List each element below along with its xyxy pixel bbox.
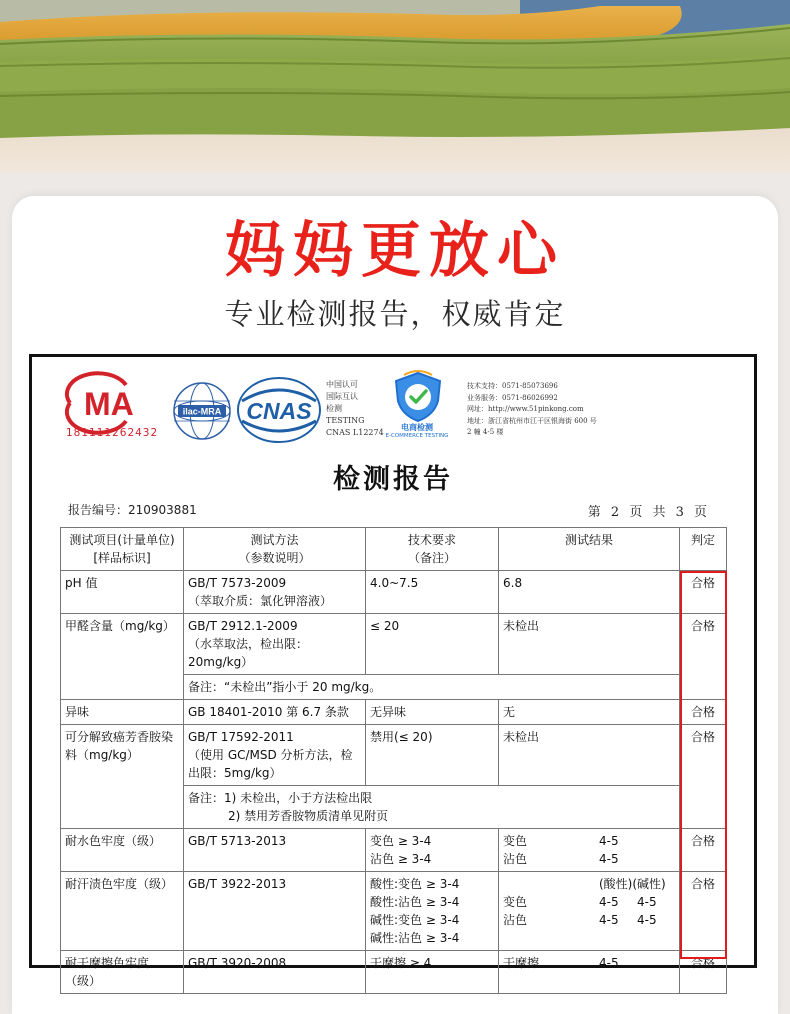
result-label: 变色 xyxy=(503,895,528,909)
header-text: （备注） xyxy=(407,551,456,565)
cell-method xyxy=(184,614,366,675)
header-text: 测试项目(计量单位) xyxy=(69,533,175,547)
table-row xyxy=(61,829,727,872)
cell-method: GB 18401-2010 第 6.7 条款 xyxy=(184,700,366,725)
cnas-line: 国际互认 xyxy=(326,392,358,401)
result-value: 4-5 xyxy=(637,913,657,927)
cell-result xyxy=(499,872,680,951)
result-value: 4-5 xyxy=(637,895,657,909)
table-row xyxy=(61,725,727,786)
header-text: 技术要求 xyxy=(407,533,456,547)
req-line: 酸性:沾色 ≥ 3-4 xyxy=(370,895,460,909)
cell-requirement: ≤ 20 xyxy=(366,614,499,675)
contact-line: 网址：http://www.51pinkong.com xyxy=(467,405,584,413)
cell-result xyxy=(499,829,680,872)
result-label: 干摩擦 xyxy=(503,956,540,970)
subheadline: 专业检测报告，权威肯定 xyxy=(224,297,566,331)
cell-method: GB/T 5713-2013 xyxy=(184,829,366,872)
ilac-text: ilac-MRA xyxy=(182,406,222,417)
req-line: 沾色 ≥ 3-4 xyxy=(370,852,432,866)
header-text: 测试结果 xyxy=(564,533,613,547)
result-label: 变色 xyxy=(503,834,528,848)
cell-result: 6.8 xyxy=(499,571,680,614)
cnas-letters: CNAS xyxy=(246,398,312,424)
method-text: GB/T 7573-2009 xyxy=(188,576,287,590)
cnas-mark-icon xyxy=(236,375,322,445)
report-page: 第 2 页 共 3 页 xyxy=(587,505,710,520)
result-label: 沾色 xyxy=(503,913,528,927)
spacer xyxy=(503,875,599,893)
contact-line: 2 幢 4-5 楼 xyxy=(467,428,504,436)
cell-judgement: 合格 xyxy=(680,571,727,614)
cell-result: 无 xyxy=(499,700,680,725)
result-value: 4-5 xyxy=(599,852,619,866)
report-number: 报告编号：210903881 xyxy=(68,503,197,517)
cell-judgement: 合格 xyxy=(680,614,727,700)
contact-line: 业务服务：0571-86026992 xyxy=(467,393,558,402)
ec-name: 电商检测 xyxy=(401,423,433,432)
header-text: [样品标识] xyxy=(93,551,151,565)
header-text: （参数说明） xyxy=(238,551,311,565)
cell-remark xyxy=(184,786,680,829)
table-row xyxy=(61,571,727,614)
cell-item: 可分解致癌芳香胺染料（mg/kg） xyxy=(61,725,184,829)
method-note: （使用 GC/MSD 分析方法，检出限：5mg/kg） xyxy=(188,748,353,780)
cell-requirement: 干摩擦 ≥ 4 xyxy=(366,951,499,994)
contact-line: 地址：浙江省杭州市江干区银海街 600 号 xyxy=(467,416,597,425)
result-value: 4-5 xyxy=(599,956,619,970)
req-line: 酸性:变色 ≥ 3-4 xyxy=(370,877,460,891)
result-value: 4-5 xyxy=(599,913,619,927)
header-method xyxy=(184,528,366,571)
result-value: 4-5 xyxy=(599,834,619,848)
cnas-line: 检测 xyxy=(326,404,342,413)
cell-remark: 备注：“未检出”指小于 20 mg/kg。 xyxy=(184,675,680,700)
cnas-line: TESTING xyxy=(326,416,365,425)
ilac-mra-logo xyxy=(172,381,232,441)
cell-method: GB/T 3920-2008 xyxy=(184,951,366,994)
result-line xyxy=(503,954,675,972)
result-value: 4-5 xyxy=(599,895,619,909)
cell-judgement: 合格 xyxy=(680,700,727,725)
headline: 妈妈更放心 xyxy=(225,216,565,286)
result-line xyxy=(503,832,675,850)
header-text: 测试方法 xyxy=(250,533,299,547)
table-row xyxy=(61,614,727,675)
header-result xyxy=(499,528,680,571)
cell-requirement xyxy=(366,829,499,872)
table-header-row xyxy=(61,528,727,571)
cell-requirement xyxy=(366,872,499,951)
fabric-illustration xyxy=(0,0,790,172)
cell-item: 异味 xyxy=(61,700,184,725)
cell-result xyxy=(499,951,680,994)
result-line xyxy=(503,893,675,911)
cma-logo xyxy=(66,379,162,451)
method-note: （萃取介质：氯化钾溶液） xyxy=(188,594,333,608)
logo-row xyxy=(32,357,754,457)
cma-mark-icon xyxy=(66,379,162,427)
cnas-side-text xyxy=(326,379,384,439)
method-text: GB/T 17592-2011 xyxy=(188,730,294,744)
result-line xyxy=(503,911,675,929)
result-line xyxy=(503,850,675,868)
req-line: 碱性:变色 ≥ 3-4 xyxy=(370,913,460,927)
req-line: 碱性:沾色 ≥ 3-4 xyxy=(370,931,460,945)
table-row xyxy=(61,951,727,994)
method-text: GB/T 2912.1-2009 xyxy=(188,619,298,633)
results-table xyxy=(60,527,727,994)
cell-judgement: 合格 xyxy=(680,725,727,829)
remark-line: 2) 禁用芳香胺物质清单见附页 xyxy=(228,809,389,823)
cell-requirement: 禁用(≤ 20) xyxy=(366,725,499,786)
cell-requirement: 4.0~7.5 xyxy=(366,571,499,614)
cnas-line: 中国认可 xyxy=(326,380,358,389)
contact-info xyxy=(467,381,597,439)
result-head: (碱性) xyxy=(632,877,666,891)
contact-line: 技术支持：0571-85073696 xyxy=(467,382,558,390)
cell-judgement: 合格 xyxy=(680,829,727,872)
cell-method: GB/T 3922-2013 xyxy=(184,872,366,951)
test-report xyxy=(29,354,757,988)
cell-item: 甲醛含量（mg/kg） xyxy=(61,614,184,700)
req-line: 变色 ≥ 3-4 xyxy=(370,834,432,848)
header-text: 判定 xyxy=(690,533,715,547)
cell-item: 耐水色牢度（级） xyxy=(61,829,184,872)
cell-item: 耐汗渍色牢度（级） xyxy=(61,872,184,951)
method-note: （水萃取法，检出限：20mg/kg） xyxy=(188,637,309,669)
header-judgement xyxy=(680,528,727,571)
cell-item: pH 值 xyxy=(61,571,184,614)
result-label: 沾色 xyxy=(503,852,528,866)
cell-result: 未检出 xyxy=(499,614,680,675)
report-title: 检测报告 xyxy=(333,464,453,495)
cell-method xyxy=(184,725,366,786)
fabric-photo xyxy=(0,0,790,172)
cell-judgement: 合格 xyxy=(680,951,727,994)
cell-requirement: 无异味 xyxy=(366,700,499,725)
table-row xyxy=(61,700,727,725)
shield-check-icon xyxy=(388,369,448,425)
cell-item: 耐干摩擦色牢度（级） xyxy=(61,951,184,994)
globe-icon xyxy=(172,381,232,441)
header-requirement xyxy=(366,528,499,571)
cell-method xyxy=(184,571,366,614)
cell-result: 未检出 xyxy=(499,725,680,786)
table-row xyxy=(61,872,727,951)
header-item xyxy=(61,528,184,571)
result-head: (酸性) xyxy=(599,877,633,891)
remark-line: 备注：1) 未检出，小于方法检出限 xyxy=(188,791,373,805)
cma-number: 181111262432 xyxy=(66,427,159,439)
cell-judgement: 合格 xyxy=(680,872,727,951)
ec-subtitle: E-COMMERCE TESTING xyxy=(385,433,449,439)
result-line xyxy=(503,875,675,893)
cma-letters: MA xyxy=(84,386,134,422)
cnas-line: CNAS L12274 xyxy=(326,428,384,437)
cnas-logo xyxy=(236,375,322,445)
